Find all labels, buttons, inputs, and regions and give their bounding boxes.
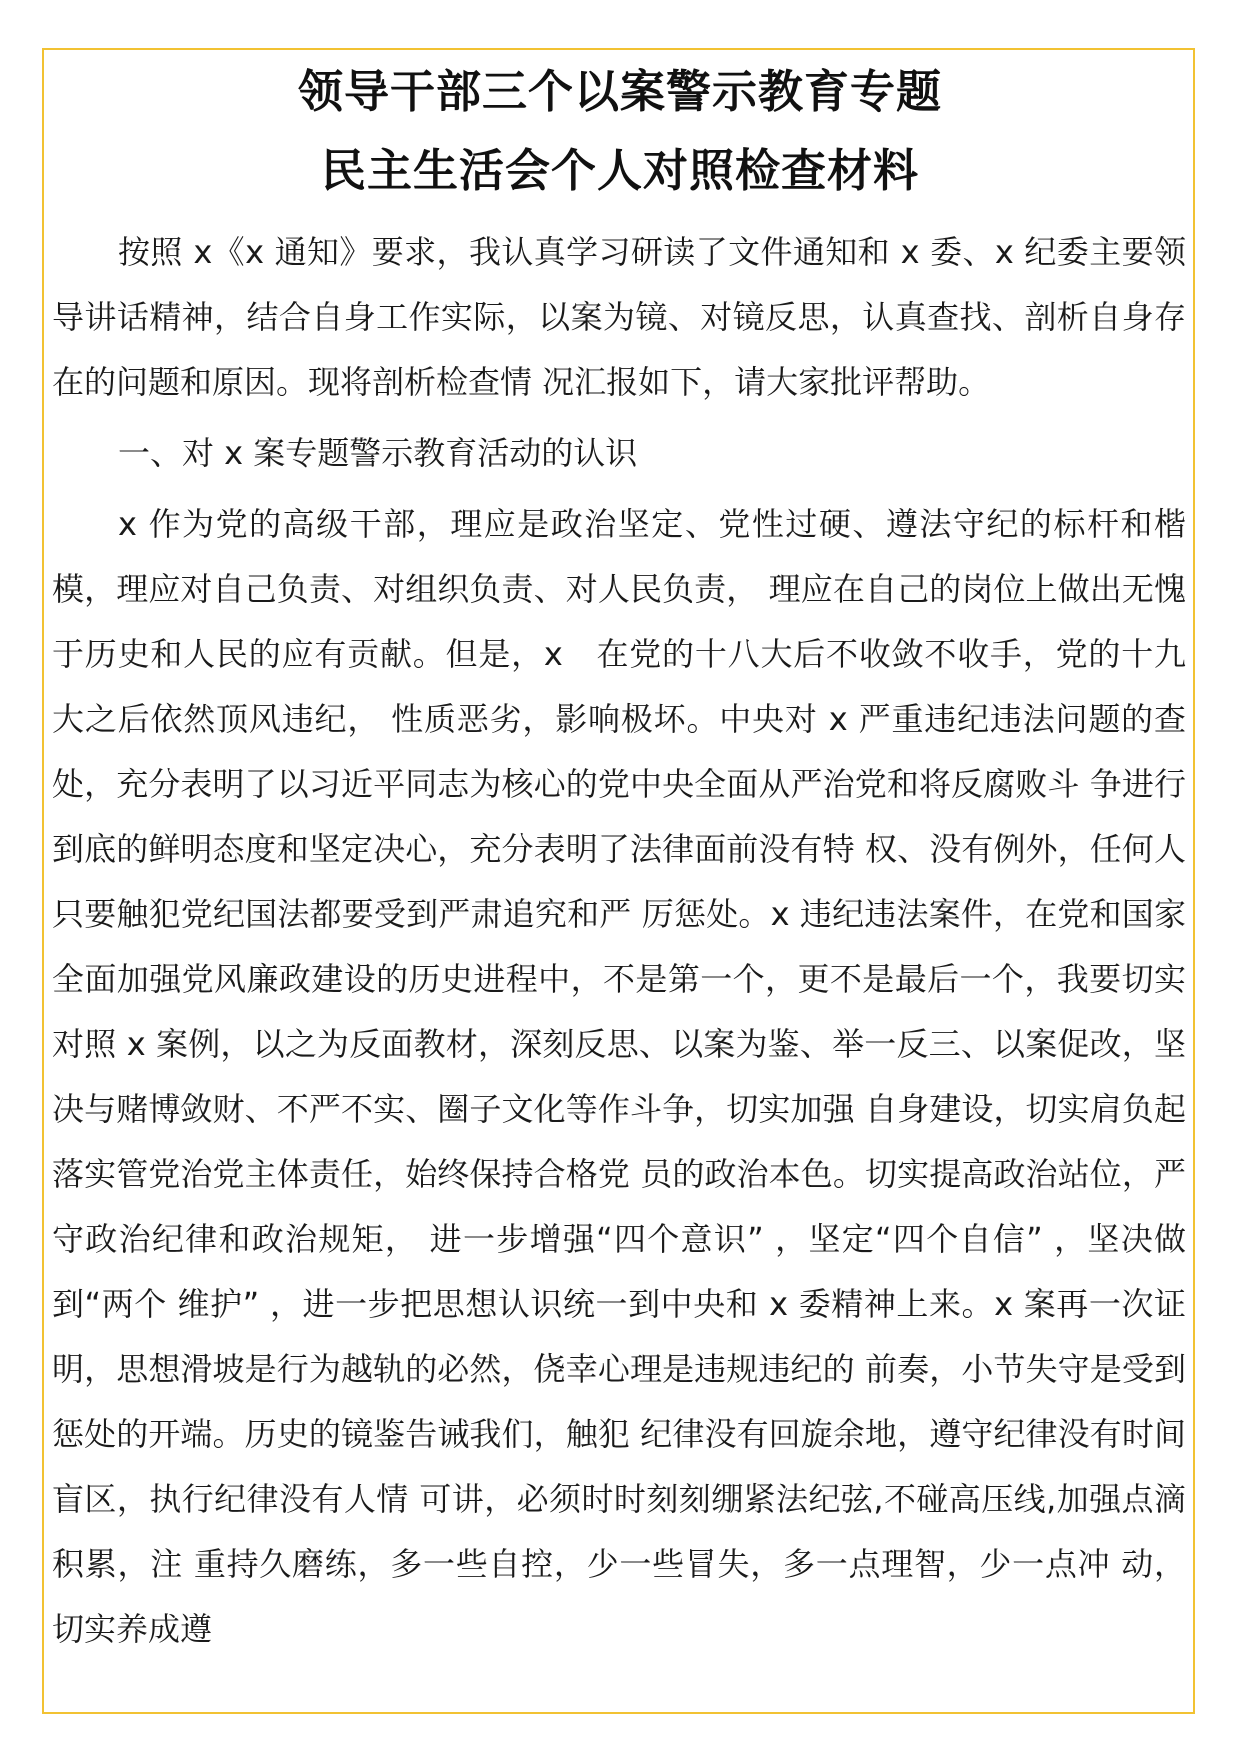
intro-paragraph: 按照 x《x 通知》要求，我认真学习研读了文件通知和 x 委、x 纪委主要领导讲话精神，结合自身工作实际，以案为镜、对镜反思，认真查找、剖析自身存在的问题和原因。现将剖析检查情 况汇报如下，请大家批评帮助。 <box>52 233 1186 401</box>
document-title-line-1: 领导干部三个以案警示教育专题 <box>297 65 942 118</box>
section-1-heading: 一、对 x 案专题警示教育活动的认识 <box>118 434 638 472</box>
document-body <box>52 220 1186 1662</box>
document-title-line-2: 民主生活会个人对照检查材料 <box>320 144 919 197</box>
section-1-paragraph: x 作为党的高级干部，理应是政治坚定、党性过硬、遵法守纪的标杆和楷模，理应对自己负责、对组织负责、对人民负责， 理应在自己的岗位上做出无愧于历史和人民的应有贡献。但是，x 在党的十八大后不收敛不收手，党的十九大之后依然顶风违纪， 性质恶劣，影响极坏。中央对 x 严重违纪违法问题的查处，充分表明了以习近平同志为核心的党中央全面从严治党和将反腐败斗 争进行到底的鲜明态度和坚定决心，充分表明了法律面前没有特 权、没有例外，任何人只要触犯党纪国法都要受到严肃追究和严 厉惩处。x 违纪违法案件，在党和国家全面加强党风廉政建设的历史进程中，不是第一个，更不是最后一个，我要切实对照 x 案例，以之为反面教材，深刻反思、以案为鉴、举一反三、以案促改，坚决与赌博敛财、不严不实、圈子文化等作斗争，切实加强 自身建设，切实肩负起落实管党治党主体责任，始终保持合格党 员的政治本色。切实提高政治站位，严守政治纪律和政治规矩， 进一步增强“四个意识” ，坚定“四个自信” ，坚决做到“两个 维护” ，进一步把思想认识统一到中央和 x 委精神上来。x 案再一次证明，思想滑坡是行为越轨的必然，侥幸心理是违规违纪的 前奏，小节失守是受到惩处的开端。历史的镜鉴告诫我们，触犯 纪律没有回旋余地，遵守纪律没有时间盲区，执行纪律没有人情 可讲，必须时时刻刻绷紧法纪弦,不碰高压线,加强点滴积累，注 重持久磨练，多一些自控，少一些冒失，多一点理智，少一点冲 动，切实养成遵 <box>52 505 1186 1648</box>
